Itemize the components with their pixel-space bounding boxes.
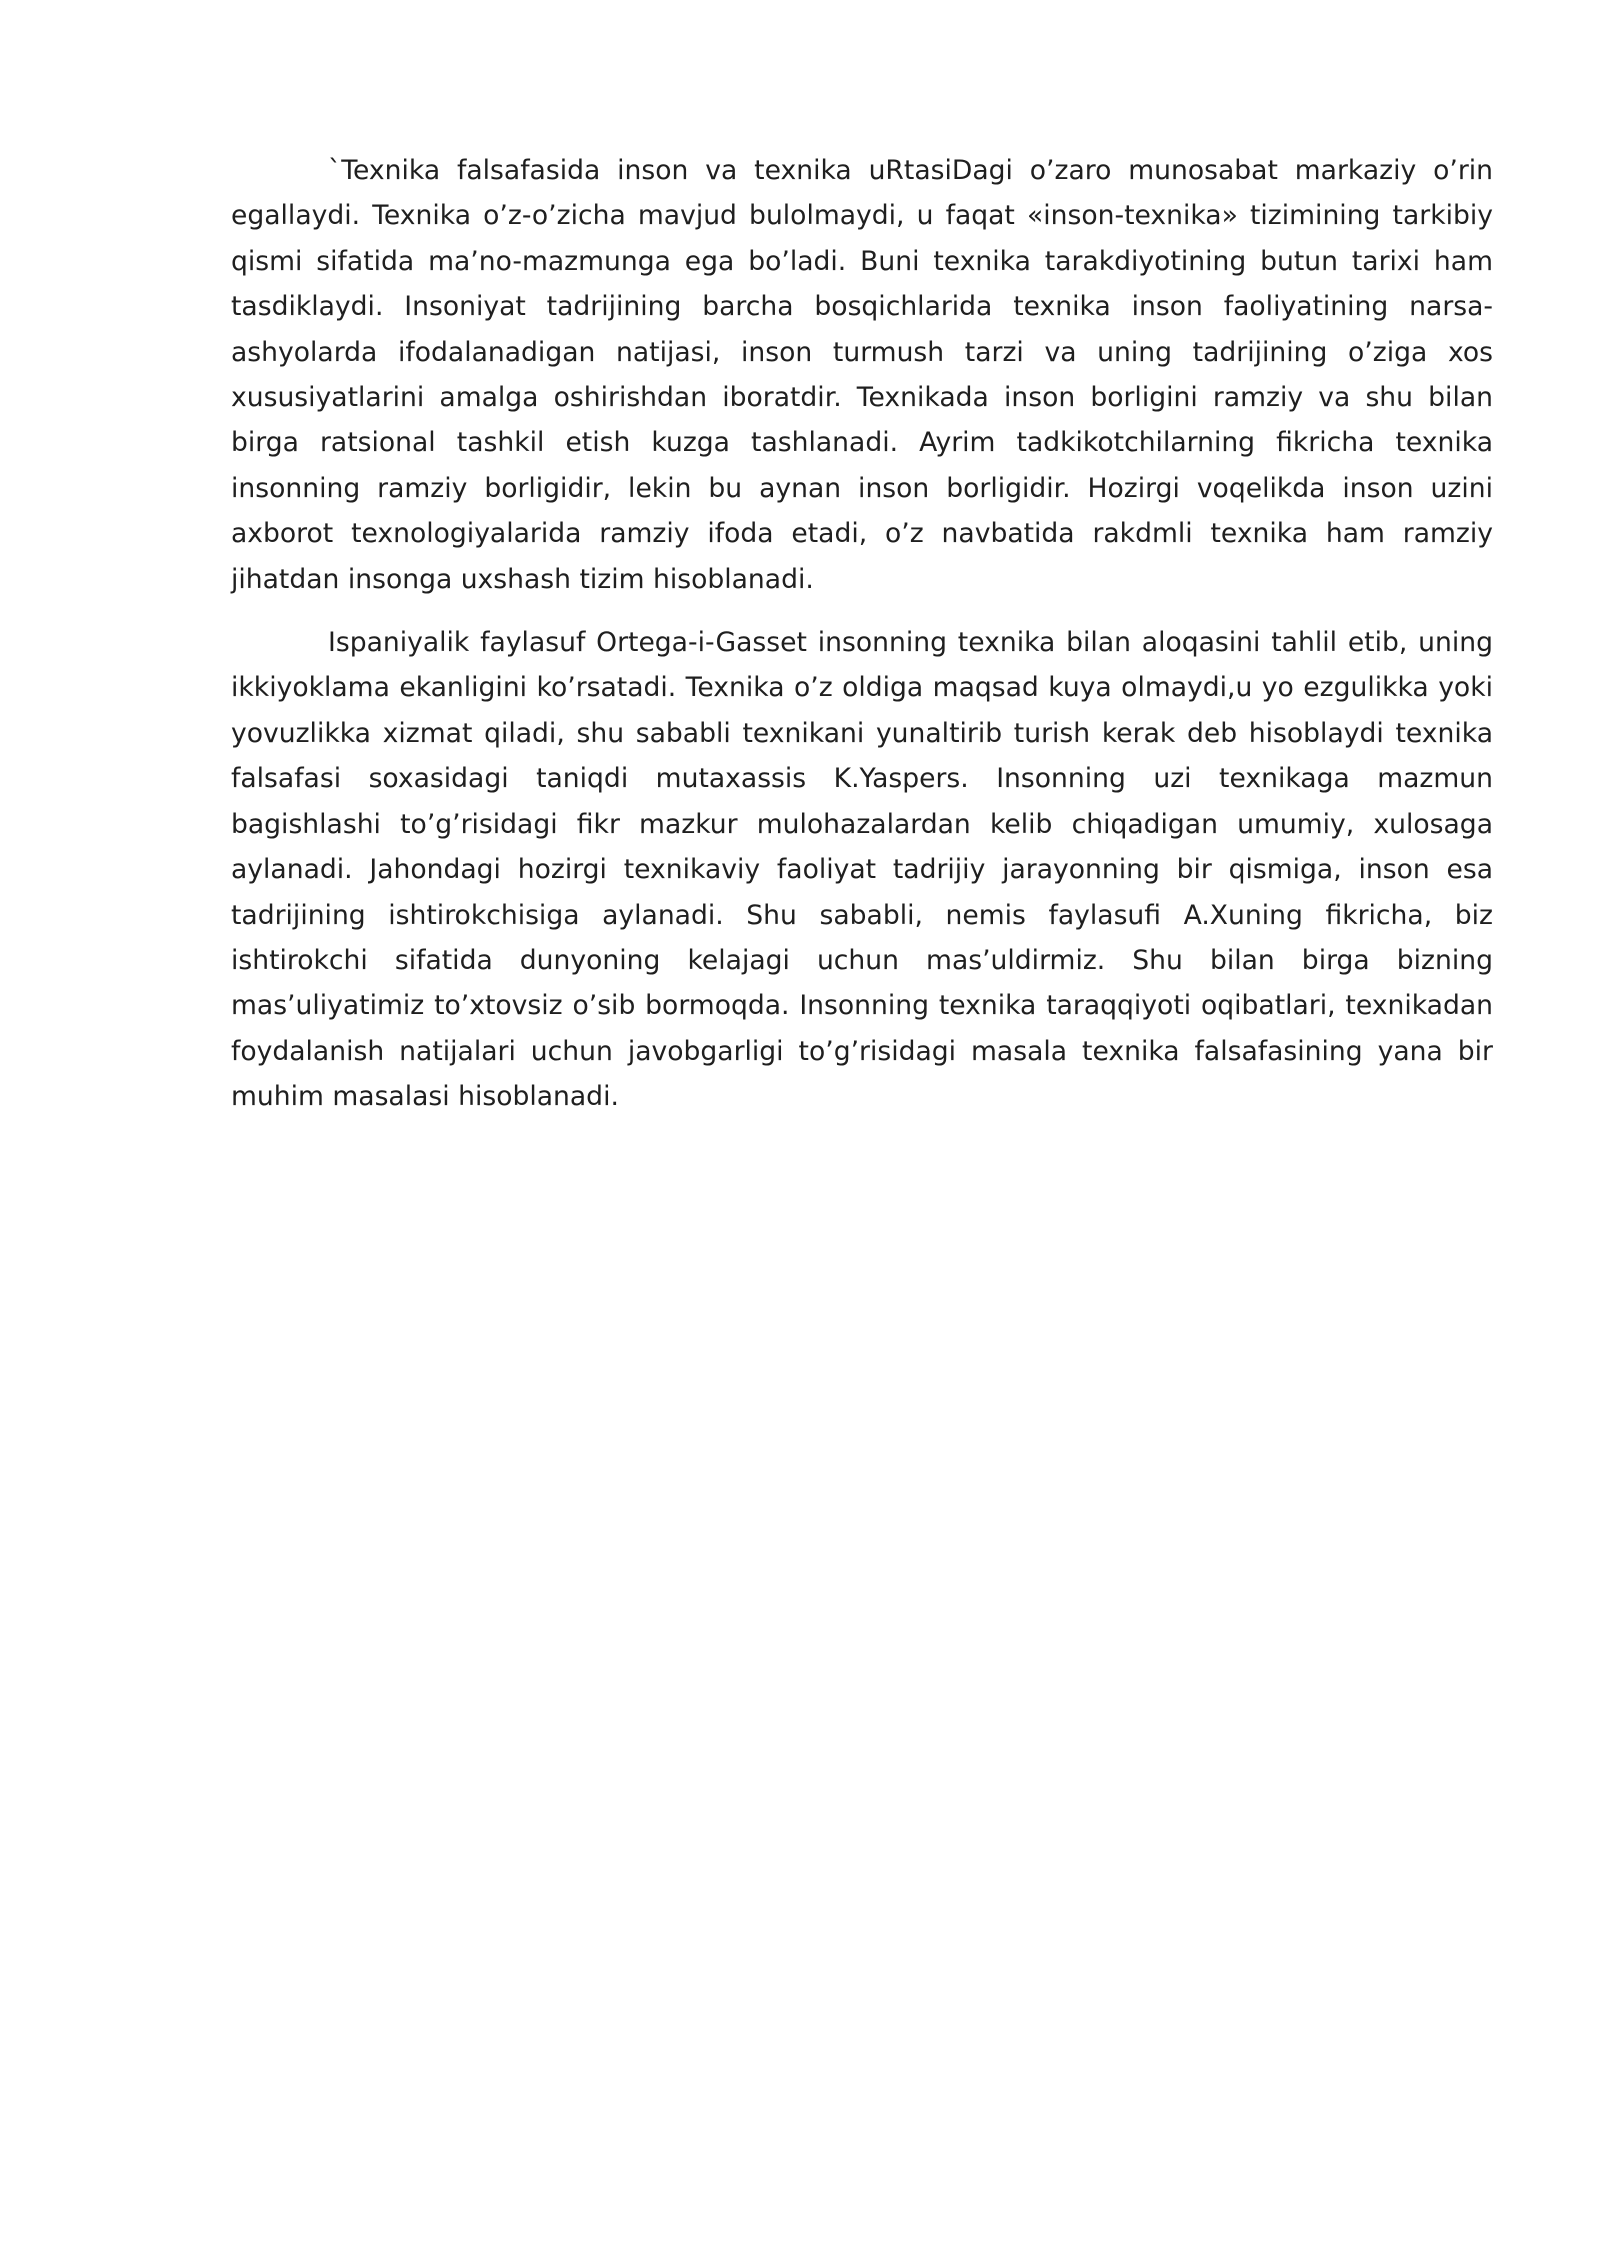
document-body [231,148,1493,1120]
paragraph-texnika-falsafasi: `Texnika falsafasida inson va texnika uRtasiDagi o’zaro munosabat markaziy o’rin egallaydi. Texnika o’z-o’zicha mavjud bulolmaydi, u faqat «inson-texnika» tizimining tarkibiy qismi sifatida ma’no-mazmunga ega bo’ladi. Buni texnika tarakdiyotining butun tarixi ham tasdiklaydi. Insoniyat tadrijining barcha bosqichlarida texnika inson faoliyatining narsa-ashyolarda ifodalanadigan natijasi, inson turmush tarzi va uning tadrijining o’ziga xos xususiyatlarini amalga oshirishdan iboratdir. Texnikada inson borligini ramziy va shu bilan birga ratsional tashkil etish kuzga tashlanadi. Ayrim tadkikotchilarning fikricha texnika insonning ramziy borligidir, lekin bu aynan inson borligidir. Hozirgi voqelikda inson uzini axborot texnologiyalarida ramziy ifoda etadi, o’z navbatida rakdmli texnika ham ramziy jihatdan insonga uxshash tizim hisoblanadi. [231,155,1493,595]
paragraph-ortega-i-gasset: Ispaniyalik faylasuf Ortega-i-Gasset insonning texnika bilan aloqasini tahlil etib, uning ikkiyoklama ekanligini ko’rsatadi. Texnika o’z oldiga maqsad kuya olmaydi,u yo ezgulikka yoki yovuzlikka xizmat qiladi, shu sababli texnikani yunaltirib turish kerak deb hisoblaydi texnika falsafasi soxasidagi taniqdi mutaxassis K.Yaspers. Insonning uzi texnikaga mazmun bagishlashi to’g’risidagi fikr mazkur mulohazalardan kelib chiqadigan umumiy, xulosaga aylanadi. Jahondagi hozirgi texnikaviy faoliyat tadrijiy jarayonning bir qismiga, inson esa tadrijining ishtirokchisiga aylanadi. Shu sababli, nemis faylasufi A.Xuning fikricha, biz ishtirokchi sifatida dunyoning kelajagi uchun mas’uldirmiz. Shu bilan birga bizning mas’uliyatimiz to’xtovsiz o’sib bormoqda. Insonning texnika taraqqiyoti oqibatlari, texnikadan foydalanish natijalari uchun javobgarligi to’g’risidagi masala texnika falsafasining yana bir muhim masalasi hisoblanadi. [231,627,1493,1113]
